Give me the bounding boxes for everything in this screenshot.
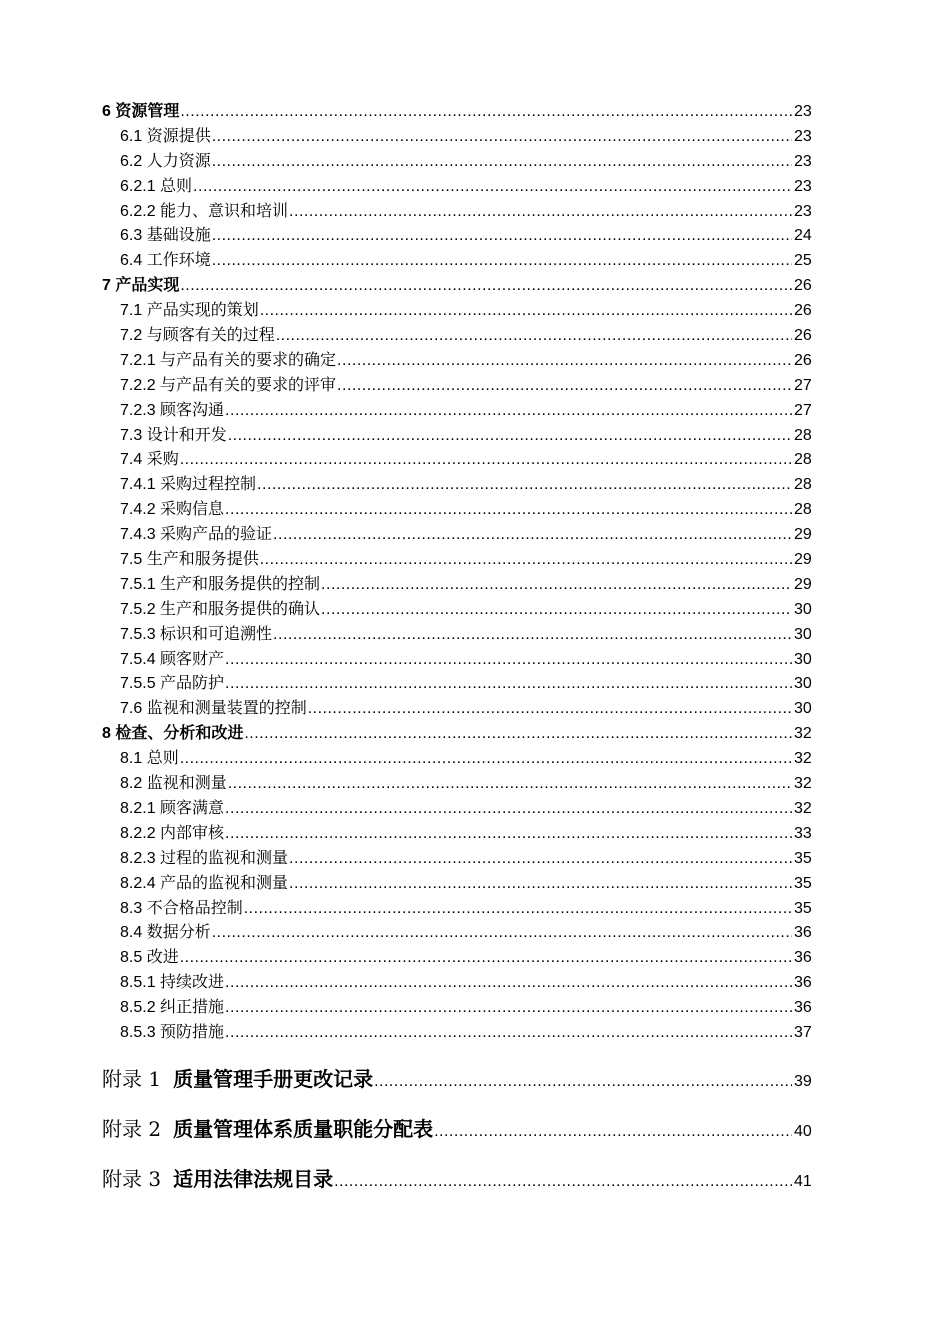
toc-entry-label: 6.4 工作环境 [120, 252, 211, 270]
toc-section-entry[interactable] [0, 697, 950, 722]
toc-entry-page-number: 30 [794, 625, 812, 643]
dot-leader [180, 747, 792, 772]
toc-section-entry[interactable] [0, 747, 950, 772]
toc-entry-label: 7.2.2 与产品有关的要求的评审 [120, 376, 337, 394]
dot-leader [180, 946, 792, 971]
toc-appendix-entry[interactable] [0, 1104, 950, 1154]
toc-entry-label: 8.2.4 产品的监视和测量 [120, 874, 289, 892]
appendix-prefix: 附录 3 [102, 1166, 162, 1191]
toc-entry-page-number: 33 [794, 824, 812, 842]
toc-section-entry[interactable] [0, 971, 950, 996]
dot-leader [212, 125, 792, 150]
toc-entry-label: 8.3 不合格品控制 [120, 899, 243, 917]
toc-section-entry[interactable] [0, 648, 950, 673]
toc-entry-page-number: 35 [794, 899, 812, 917]
toc-entry-label: 7 产品实现 [102, 277, 180, 295]
toc-entry-page-number: 27 [794, 401, 812, 419]
toc-entry-page-number: 32 [794, 799, 812, 817]
toc-entry-page-number: 23 [794, 127, 812, 145]
dot-leader [276, 324, 792, 349]
toc-entry-label: 6 资源管理 [102, 103, 180, 120]
appendix-page-number: 40 [794, 1122, 812, 1140]
dot-leader [225, 648, 792, 673]
appendix-title: 质量管理体系质量职能分配表 [173, 1118, 434, 1141]
toc-entry-label: 6.2.2 能力、意识和培训 [120, 202, 289, 220]
toc-entry-label: 7.4 采购 [120, 451, 179, 469]
toc-entry-page-number: 29 [794, 575, 812, 593]
toc-section-entry[interactable] [0, 150, 950, 175]
toc-entry-label: 7.5.5 产品防护 [120, 675, 225, 693]
toc-entry-page-number: 28 [794, 451, 812, 469]
toc-entry-page-number: 27 [794, 376, 812, 394]
toc-section-entry[interactable] [0, 448, 950, 473]
toc-entry-label: 8.2.2 内部审核 [120, 824, 225, 842]
toc-entry-label: 8.5 改进 [120, 949, 179, 967]
dot-leader [225, 797, 792, 822]
dot-leader [260, 548, 792, 573]
toc-section-entry[interactable] [0, 349, 950, 374]
toc-entry-label: 8 检查、分析和改进 [102, 725, 244, 743]
toc-entry-label: 8.1 总则 [120, 750, 179, 768]
toc-entry-label: 6.2 人力资源 [120, 152, 211, 170]
toc-entry-label: 6.1 资源提供 [120, 127, 211, 145]
appendix-prefix: 附录 1 [102, 1066, 162, 1091]
toc-section-entry[interactable] [0, 672, 950, 697]
toc-section-entry[interactable] [0, 399, 950, 424]
toc-chapter-entry[interactable] [0, 722, 950, 747]
toc-entry-label: 7.2.1 与产品有关的要求的确定 [120, 351, 337, 369]
toc-entry-label: 8.5.2 纠正措施 [120, 999, 225, 1017]
toc-section-entry[interactable] [0, 872, 950, 897]
toc-section-entry[interactable] [0, 224, 950, 249]
toc-entry-label: 8.2.1 顾客满意 [120, 799, 225, 817]
dot-leader [180, 100, 792, 125]
dot-leader [273, 623, 792, 648]
toc-entry-page-number: 35 [794, 874, 812, 892]
toc-entry-page-number: 30 [794, 600, 812, 618]
toc-chapter-entry[interactable] [0, 274, 950, 299]
toc-entry-page-number: 29 [794, 551, 812, 569]
dot-leader [225, 399, 792, 424]
toc-entry-label: 7.2.3 顾客沟通 [120, 401, 225, 419]
toc-section-entry[interactable] [0, 200, 950, 225]
toc-section-entry[interactable] [0, 772, 950, 797]
toc-entry-label: 7.4.1 采购过程控制 [120, 476, 257, 494]
toc-entry-page-number: 28 [794, 501, 812, 519]
toc-entry-label: 7.3 设计和开发 [120, 426, 227, 444]
dot-leader [321, 573, 792, 598]
appendix-page-number: 39 [794, 1072, 812, 1090]
dot-leader [257, 473, 792, 498]
toc-entry-page-number: 30 [794, 675, 812, 693]
toc-section-entry[interactable] [0, 498, 950, 523]
toc-entry-page-number: 26 [794, 277, 812, 295]
toc-entry-label: 8.4 数据分析 [120, 924, 211, 942]
toc-appendix-entry[interactable] [0, 1054, 950, 1104]
dot-leader [180, 448, 792, 473]
toc-entry-label: 7.4.2 采购信息 [120, 501, 225, 519]
toc-section-entry[interactable] [0, 822, 950, 847]
toc-entry-page-number: 26 [794, 351, 812, 369]
toc-entry-page-number: 23 [794, 177, 812, 195]
toc-entry-page-number: 25 [794, 252, 812, 270]
toc-section-entry[interactable] [0, 175, 950, 200]
toc-entry-page-number: 36 [794, 924, 812, 942]
toc-entry-label: 6.3 基础设施 [120, 227, 211, 245]
toc-entry-label: 7.5.4 顾客财产 [120, 650, 225, 668]
toc-entry-page-number: 23 [794, 103, 812, 120]
toc-entry-label: 7.5.3 标识和可追溯性 [120, 625, 273, 643]
dot-leader [337, 374, 792, 399]
dot-leader [228, 424, 792, 449]
dot-leader [334, 1157, 792, 1207]
dot-leader [260, 299, 792, 324]
dot-leader [289, 872, 792, 897]
appendix-prefix: 附录 2 [102, 1116, 162, 1141]
appendix-title: 适用法律法规目录 [173, 1168, 334, 1191]
appendix-page-number: 41 [794, 1172, 812, 1190]
toc-section-entry[interactable] [0, 623, 950, 648]
toc-entry-label: 7.5 生产和服务提供 [120, 551, 259, 569]
toc-entry-label: 8.2.3 过程的监视和测量 [120, 849, 289, 867]
toc-entry-page-number: 30 [794, 700, 812, 718]
toc-section-entry[interactable] [0, 523, 950, 548]
dot-leader [273, 523, 792, 548]
toc-entry-page-number: 32 [794, 725, 812, 743]
appendix-title: 质量管理手册更改记录 [173, 1068, 374, 1091]
dot-leader [225, 822, 792, 847]
dot-leader [244, 722, 792, 747]
toc-entry-page-number: 23 [794, 202, 812, 220]
toc-entry-page-number: 26 [794, 302, 812, 320]
toc-section-entry[interactable] [0, 125, 950, 150]
toc-entry-page-number: 26 [794, 327, 812, 345]
dot-leader [180, 274, 792, 299]
toc-entry-page-number: 36 [794, 949, 812, 967]
toc-entry-page-number: 32 [794, 775, 812, 793]
toc-section-entry[interactable] [0, 299, 950, 324]
toc-entry-label: 7.5.1 生产和服务提供的控制 [120, 575, 321, 593]
dot-leader [212, 224, 792, 249]
toc-entry-label: 8.5.3 预防措施 [120, 1023, 225, 1041]
toc-section-entry[interactable] [0, 797, 950, 822]
toc-entry-page-number: 37 [794, 1023, 812, 1041]
toc-section-entry[interactable] [0, 249, 950, 274]
toc-section-entry[interactable] [0, 573, 950, 598]
dot-leader [225, 498, 792, 523]
dot-leader [228, 772, 792, 797]
table-of-contents [0, 100, 950, 1204]
dot-leader [225, 672, 792, 697]
dot-leader [212, 249, 792, 274]
dot-leader [225, 996, 792, 1021]
toc-entry-page-number: 28 [794, 426, 812, 444]
toc-entry-page-number: 24 [794, 227, 812, 245]
toc-entry-label: 8.2 监视和测量 [120, 775, 227, 793]
toc-entry-page-number: 30 [794, 650, 812, 668]
toc-entry-label: 6.2.1 总则 [120, 177, 193, 195]
toc-entry-label: 7.6 监视和测量装置的控制 [120, 700, 307, 718]
dot-leader [212, 150, 792, 175]
toc-entry-label: 7.4.3 采购产品的验证 [120, 526, 273, 544]
toc-section-entry[interactable] [0, 473, 950, 498]
dot-leader [374, 1057, 792, 1107]
toc-entry-page-number: 36 [794, 974, 812, 992]
toc-section-entry[interactable] [0, 847, 950, 872]
toc-entry-label: 7.1 产品实现的策划 [120, 302, 259, 320]
dot-leader [289, 847, 792, 872]
toc-entry-label: 8.5.1 持续改进 [120, 974, 225, 992]
toc-entry-page-number: 28 [794, 476, 812, 494]
toc-section-entry[interactable] [0, 946, 950, 971]
toc-section-entry[interactable] [0, 897, 950, 922]
toc-entry-page-number: 35 [794, 849, 812, 867]
dot-leader [212, 921, 792, 946]
toc-section-entry[interactable] [0, 598, 950, 623]
dot-leader [337, 349, 792, 374]
toc-section-entry[interactable] [0, 1021, 950, 1046]
toc-section-entry[interactable] [0, 548, 950, 573]
toc-entry-page-number: 29 [794, 526, 812, 544]
toc-section-entry[interactable] [0, 996, 950, 1021]
dot-leader [193, 175, 792, 200]
toc-entry-label: 7.5.2 生产和服务提供的确认 [120, 600, 321, 618]
toc-entry-page-number: 32 [794, 750, 812, 768]
toc-section-entry[interactable] [0, 921, 950, 946]
dot-leader [434, 1107, 792, 1157]
toc-section-entry[interactable] [0, 424, 950, 449]
dot-leader [244, 897, 792, 922]
toc-entry-page-number: 36 [794, 999, 812, 1017]
toc-section-entry[interactable] [0, 374, 950, 399]
dot-leader [225, 1021, 792, 1046]
dot-leader [321, 598, 792, 623]
dot-leader [289, 200, 792, 225]
toc-appendix-entry[interactable] [0, 1154, 950, 1204]
dot-leader [225, 971, 792, 996]
toc-chapter-entry[interactable] [0, 100, 950, 125]
dot-leader [308, 697, 792, 722]
toc-entry-label: 7.2 与顾客有关的过程 [120, 327, 275, 345]
toc-section-entry[interactable] [0, 324, 950, 349]
toc-entry-page-number: 23 [794, 152, 812, 170]
